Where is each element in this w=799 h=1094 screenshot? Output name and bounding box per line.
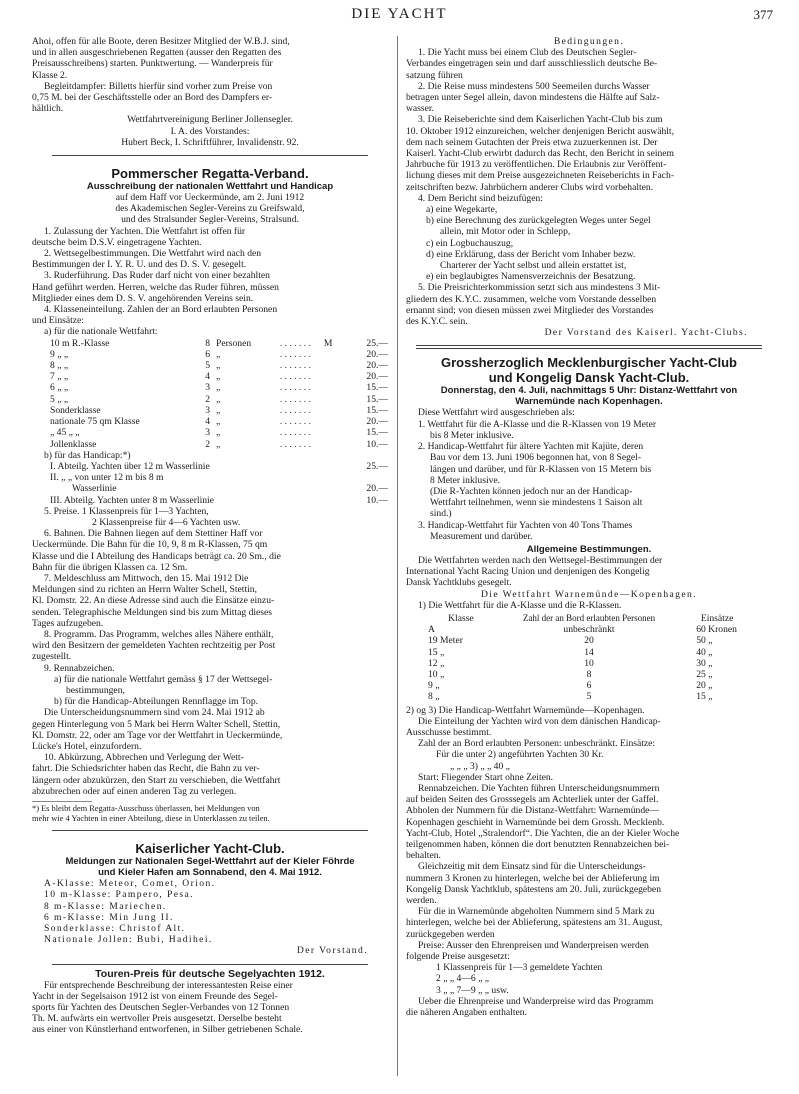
signature-line: I. A. des Vorstandes: (170, 125, 250, 137)
para-line: Ueckermünde. Die Bahn für die 10, 9, 8 m R-Klassen, 75 qm (32, 539, 268, 551)
para-line: Kl. Domstr. 22. An diese Adresse sind auch die Einsätze einzu- (32, 595, 275, 607)
table-row (32, 349, 388, 360)
para-line: 2 Klassenpreise für 4—6 Yachten usw. (92, 516, 241, 528)
section-subtitle: Allgemeine Bestimmungen. (526, 543, 652, 555)
entry-fee: 25 „ (696, 668, 713, 680)
persons-count: 10 (584, 657, 594, 669)
section-title: Touren-Preis für deutsche Segelyachten 1912. (95, 967, 325, 980)
persons-label: „ (215, 382, 221, 394)
section-rule (52, 830, 368, 831)
para-line: c) ein Logbuchauszug, (426, 237, 514, 249)
table-row (32, 483, 388, 494)
para-line: Meldungen sind zu richten an Herrn Walter Schell, Stettin, (32, 584, 257, 596)
persons-count: 3 (205, 427, 210, 439)
persons-count: 14 (584, 646, 594, 658)
class-name: 5 „ „ (50, 393, 69, 405)
para-line: Jahrbuche für 1913 zu veröffentlichen. Die Erlaubnis zur Veröffent- (406, 159, 667, 171)
persons-count: 6 (586, 680, 592, 692)
para-line: Für die in Warnemünde abgeholten Nummern sind 5 Mark zu (418, 906, 655, 918)
intro-line: Preisausschreibens) starten. Punktwertung. — Wanderpreis für (32, 58, 273, 70)
persons-count: 4 (205, 371, 210, 383)
table-header: Klasse (448, 612, 474, 624)
para-line: 2. Die Reise muss mindestens 500 Seemeilen durchs Wasser (418, 80, 650, 92)
page-number: 377 (753, 7, 773, 22)
handicap-division: I. Abteilg. Yachten über 12 m Wasserlinie (50, 460, 210, 472)
dot-leader: . . . . . . . (279, 438, 311, 450)
para-line: zurückgegeben werden (406, 928, 495, 940)
persons-count: 2 (205, 393, 210, 405)
entry-fee: 10.— (366, 438, 388, 450)
para-line: d) eine Erklärung, dass der Bericht vom Inhaber bezw. (426, 248, 636, 260)
class-name: 9 „ „ (50, 348, 69, 360)
entry-fee: 10.— (366, 494, 388, 506)
entry-fee: 20.— (366, 483, 388, 495)
para-line: des K.Y.C. sein. (406, 316, 468, 328)
para-line: satzung führen (406, 69, 463, 81)
table-row (406, 691, 772, 702)
publication-title: DIE YACHT (351, 6, 448, 22)
entry-fee: 20 „ (696, 680, 713, 692)
para-line: 1. Wettfahrt für die A-Klasse und die R-Klassen von 19 Meter (418, 418, 657, 430)
para-line: längen und darüber, und für R-Klassen von 15 Metern bis (430, 463, 652, 475)
para-line: Die Einteilung der Yachten wird von dem dänischen Handicap- (418, 715, 661, 727)
para-line: Mitglieder eines dem D. S. V. angehörenden Vereins sein. (32, 292, 254, 304)
para-line: zugestellt. (32, 651, 72, 663)
para-line: dem nach seinem Gutachten der Preis etwa zuzuerkennen ist. Der (406, 136, 658, 148)
table-header: Einsätze (700, 612, 734, 624)
table-row (406, 635, 772, 646)
persons-label: „ (215, 393, 221, 405)
footnote-line: mehr wie 4 Yachten in einer Abteilung, diese in Unterklassen zu teilen. (32, 813, 270, 823)
para-line: Kongelig Dansk Yachtklub, spätestens am 20. Juli, zurückgegeben (406, 883, 661, 895)
para-line: Th. M. aufwärts ein wertvoller Preis ausgesetzt. Derselbe besteht (32, 1013, 282, 1025)
dot-leader: . . . . . . . (279, 427, 311, 439)
persons-label: „ (215, 427, 221, 439)
handicap-table (32, 461, 388, 506)
signature-line: Der Vorstand des Kaiserl. Yacht-Clubs. (544, 327, 748, 339)
section-subtitle: Warnemünde nach Kopenhagen. (515, 396, 663, 408)
para-line: b) für die Handicap-Abteilungen Rennflagge im Top. (54, 696, 259, 708)
para-line: (Die R-Yachten können jedoch nur an der Handicap- (430, 485, 633, 497)
para-line: aus einer von Künstlerhand entworfenen, in Silber getriebenen Schale. (32, 1024, 303, 1036)
entry-fee: 50 „ (696, 635, 713, 647)
para-line: behalten. (406, 850, 441, 862)
para-line: 4. Dem Bericht sind beizufügen: (418, 192, 543, 204)
handicap-division: Wasserlinie (72, 483, 117, 495)
conditions-title: Bedingungen. (553, 36, 625, 47)
table-row (32, 472, 388, 483)
entry-fee: 25.— (366, 337, 388, 349)
persons-count: 8 (586, 668, 592, 680)
dot-leader: . . . . . . . (279, 360, 311, 372)
para-line: senden. Telegraphische Meldungen sind bis zum Mittag dieses (32, 606, 273, 618)
currency-label (324, 360, 345, 371)
persons-label: „ (215, 416, 221, 428)
entry-fee (345, 472, 388, 483)
left-column (32, 36, 388, 1036)
table-row (406, 647, 772, 658)
table-row (32, 394, 388, 405)
para-line: allein, mit Motor oder in Schlepp, (440, 226, 571, 238)
para-line: Dansk Yachtklubs gesegelt. (406, 577, 512, 589)
persons-label: Personen (215, 337, 252, 349)
signature-line: Wettfahrtvereinigung Berliner Jollensegler. (127, 114, 293, 126)
entry-line: A-Klasse: Meteor, Comet, Orion. (44, 878, 216, 890)
intro-line: Ahoi, offen für alle Boote, deren Besitzer Mitglied der W.B.J. sind, (32, 36, 290, 47)
para-line: Die Wettfahrt Warnemünde—Kopenhagen. (480, 588, 698, 600)
para-line: 1. Die Yacht muss bei einem Club des Deutschen Segler- (418, 47, 637, 59)
table-header: Zahl der an Bord erlaubten Personen (522, 612, 656, 623)
para-line: Kaiserl. Yacht-Club erwirbt dadurch das Recht, den Bericht in seinem (406, 148, 675, 160)
class-name: 10 „ (428, 668, 445, 680)
section-rule (52, 964, 368, 965)
footnote-line: *) Es bleibt dem Regatta-Ausschuss überlassen, bei Meldungen von (32, 804, 260, 813)
dot-leader: . . . . . . . (279, 371, 311, 383)
para-line: 5. Preise. 1 Klassenpreis für 1—3 Yachten, (44, 505, 209, 517)
begleit-line: Begleitdampfer: Billetts hierfür sind vorher zum Preise von (44, 80, 273, 92)
para-line: Zahl der an Bord erlaubten Personen: unbeschränkt. Einsätze: (418, 738, 656, 750)
entry-fee: 20.— (366, 348, 388, 360)
table-row (32, 427, 388, 438)
para-line: a) für die nationale Wettfahrt: (44, 326, 158, 338)
para-line: bestimmungen, (66, 684, 125, 696)
para-line: teilgenommen haben, können die dort benutzten Rennabzeichen bei- (406, 839, 670, 850)
para-line: 7. Meldeschluss am Mittwoch, den 15. Mai 1912 Die (44, 572, 249, 584)
class-name: 10 m R.-Klasse (50, 337, 110, 349)
para-line: 1. Zulassung der Yachten. Die Wettfahrt ist offen für (44, 225, 246, 237)
table-row (32, 461, 388, 472)
section-subtitle: Meldungen zur Nationalen Segel-Wettfahrt auf der Kieler Föhrde (65, 856, 355, 868)
section-title: Kaiserlicher Yacht-Club. (135, 841, 285, 857)
para-line: a) für die nationale Wettfahrt gemäss § 17 der Wettsegel- (54, 673, 273, 685)
begleit-line: 0,75 M. bei der Geschäftsstelle oder an Bord des Dampfers er- (32, 92, 273, 104)
entry-fee: 30 „ (696, 657, 713, 669)
table-row (406, 658, 772, 669)
entry-fee: 20.— (366, 360, 388, 372)
para-line: wasser. (406, 103, 434, 115)
persons-label: „ (215, 360, 221, 372)
section-rule (416, 345, 762, 349)
table-row (32, 360, 388, 371)
right-column (406, 36, 772, 1018)
entry-fee: 15.— (366, 382, 388, 394)
para-line: 1) Die Wettfahrt für die A-Klasse und die R-Klassen. (418, 599, 622, 611)
para-line: 4. Klasseneinteilung. Zahlen der an Bord erlaubten Personen (44, 304, 278, 316)
persons-count: 3 (205, 382, 210, 394)
intro-line: auf dem Haff vor Ueckermünde, am 2. Juni 1912 (115, 192, 305, 204)
para-line: auf beiden Seiten des Grosssegels am Achterliek unter der Gaffel. (406, 794, 659, 806)
entry-fee: 15.— (366, 427, 388, 439)
section-subtitle: und Kieler Hafen am Sonnabend, den 4. Mai 1912. (98, 867, 322, 879)
para-line: wird den Besitzern der gemeldeten Yachten rechtzeitig per Post (32, 640, 276, 652)
para-line: lichung dieses mit dem Preise ausgezeichneten Reiseberichts in Fach- (406, 170, 675, 182)
section-subtitle: Ausschreibung der nationalen Wettfahrt und Handicap (86, 181, 334, 193)
dot-leader: . . . . . . . (279, 404, 311, 416)
dot-leader: . . . . . . . (279, 393, 311, 405)
para-line: nummern 3 Kronen zu hinterlegen, welche bei der Ablieferung im (406, 872, 660, 884)
para-line: sind.) (430, 508, 452, 520)
para-line: Klasse und die I Abteilung des Handicaps beträgt ca. 20 Sm., die (32, 550, 281, 562)
section-rule (52, 155, 368, 156)
para-line: zeitschriften bezw. Jahrbüchern anderer Clubs wird vorbehalten. (406, 181, 654, 193)
para-line: Lücke's Hotel, einzufordern. (32, 740, 142, 752)
persons-count: 2 (205, 438, 210, 450)
persons-label: „ (215, 371, 221, 383)
dot-leader: . . . . . . . (279, 382, 311, 394)
para-line: 2 „ „ 4—6 „ „ (436, 973, 490, 985)
para-line: Kopenhagen geschieht in Warnemünde bei dem Grossh. Mecklenb. (406, 816, 665, 828)
para-line: Charterer der Yacht selbst und allein erstattet ist, (440, 260, 627, 272)
currency-label (324, 427, 345, 438)
persons-label: „ (215, 438, 221, 450)
column-divider (397, 36, 398, 1076)
handicap-division: II. „ „ von unter 12 m bis 8 m (50, 472, 164, 484)
signature-line: Hubert Beck, I. Schriftführer, Invalidenstr. 92. (121, 136, 299, 148)
currency-label: M (323, 337, 333, 349)
entry-line: Nationale Jollen: Bubi, Hadihei. (44, 934, 213, 946)
class-name: 6 „ „ (50, 382, 69, 394)
class-name: 8 „ (428, 691, 440, 703)
para-line: werden. (406, 895, 437, 907)
para-line: hinterlegen, welche bei der Ablieferung, spätestens am 31. August, (406, 917, 663, 929)
para-line: International Yacht Racing Union und denjenigen des Kongelig (406, 566, 650, 578)
class-name: 12 „ (428, 657, 445, 669)
para-line: 1 Klassenpreis für 1—3 gemeldete Yachten (436, 962, 603, 974)
page-header (0, 6, 799, 26)
entry-fee: 15.— (366, 393, 388, 405)
para-line: 3 „ „ 7—9 „ „ usw. (436, 984, 509, 996)
para-line: 3. Die Reiseberichte sind dem Kaiserlichen Yacht-Club bis zum (418, 114, 663, 126)
intro-line: des Akademischen Segler-Vereins zu Greifswald, (115, 203, 305, 215)
para-line: Abholen der Nummern für die Distanz-Wettfahrt: Warnemünde— (406, 805, 659, 817)
persons-count: 3 (205, 404, 210, 416)
para-line: Yacht-Club, Hotel „Stralendorf“. Die Yachten, die an der Kieler Woche (406, 827, 680, 839)
para-line: folgende Preise ausgesetzt: (406, 951, 510, 963)
para-line: Measurement und darüber. (430, 530, 533, 542)
para-line: sports für Yachten des Deutschen Segler-Verbandes von 12 Tonnen (32, 1002, 290, 1014)
para-line: Yacht in der Segelsaison 1912 ist von einem Freunde des Segel- (32, 990, 278, 1002)
begleit-line: hältlich. (32, 103, 64, 115)
entry-fee: 40 „ (696, 646, 713, 658)
table-row (32, 405, 388, 416)
para-line: b) eine Berechnung des zurückgelegten Weges unter Segel (426, 215, 651, 227)
para-line: ernannt sind; von diesen müssen zwei Mitglieder des Vorstandes (406, 304, 654, 316)
class-name: „ 45 „ „ (50, 427, 80, 439)
para-line: 10. Oktober 1912 einzureichen, welcher denjenigen Bericht auswählt, (406, 125, 674, 137)
class-name: Jollenklasse (50, 438, 97, 450)
para-line: Preise: Ausser den Ehrenpreisen und Wanderpreisen werden (418, 939, 649, 951)
para-line: Die Unterscheidungsnummern sind vom 24. Mai 1912 ab (44, 707, 265, 719)
section-title: und Kongelig Dansk Yacht-Club. (488, 370, 690, 386)
para-line: Tages aufzugeben. (32, 617, 104, 629)
para-line: betragen unter Segel allein, davon mindestens die Hälfte auf Salz- (406, 92, 660, 104)
section-title: Grossherzoglich Mecklenburgischer Yacht-Club (441, 355, 737, 371)
table-row (406, 680, 772, 691)
currency-label (324, 416, 345, 427)
currency-label (324, 371, 345, 382)
handicap-heading: b) für das Handicap:*) (44, 449, 131, 461)
para-line: längern oder abzukürzen, den Start zu verschieben, die Wettfahrt (32, 774, 281, 786)
entry-fee: 25.— (366, 460, 388, 472)
para-line: Hand geführt werden. Herren, welche das Ruder führen, müssen (32, 281, 279, 293)
para-line: gegen Hinterlegung von 5 Mark bei Herrn Walter Schell, Stettin, (32, 718, 281, 730)
para-line: Wettfahrt teilnehmen, wenn sie mindestens 1 Saison alt (430, 497, 643, 509)
persons-count: 5 (586, 691, 592, 703)
national-class-table (32, 338, 388, 450)
intro-line: und des Stralsunder Segler-Vereins, Stralsund. (121, 214, 299, 226)
class-name: 8 „ „ (50, 360, 69, 372)
entry-line: 8 m-Klasse: Mariechen. (44, 900, 167, 912)
persons-label: „ (215, 348, 221, 360)
para-line: Bestimmungen der I. Y. R. U. und des D. S. V. gesegelt. (32, 259, 247, 271)
currency-label (324, 382, 345, 393)
para-line: „ „ „ 3) „ „ 40 „ (450, 760, 510, 772)
section-title: Pommerscher Regatta-Verband. (111, 166, 309, 182)
para-line: Rennabzeichen. Die Yachten führen Unterscheidungsnummern (418, 782, 660, 794)
table-row (32, 338, 388, 349)
para-line: Verbandes eingetragen sein und darf ausschliesslich deutsche Be- (406, 58, 658, 70)
para-line: deutsche beim D.S.V. eingetragene Yachten. (32, 236, 202, 248)
para-line: a) eine Wegekarte, (426, 204, 498, 216)
para-line: 10. Abkürzung, Abbrechen und Verlegung der Wett- (44, 752, 244, 764)
table-row (32, 382, 388, 393)
para-line: 2. Handicap-Wettfahrt für ältere Yachten mit Kajüte, deren (418, 441, 644, 453)
para-line: Start: Fliegender Start ohne Zeiten. (418, 771, 554, 783)
currency-label (324, 439, 345, 450)
para-line: Die Wettfahrten werden nach den Wettsegel-Bestimmungen der (418, 554, 663, 566)
para-line: 3. Handicap-Wettfahrt für Yachten von 40 Tons Thames (418, 519, 633, 531)
currency-label (324, 394, 345, 405)
handicap-division: III. Abteilg. Yachten unter 8 m Wasserlinie (50, 494, 214, 506)
entry-fee: 20.— (366, 371, 388, 383)
persons-count: 5 (205, 360, 210, 372)
class-name: A (428, 624, 435, 636)
class-name: Sonderklasse (50, 404, 101, 416)
table-row (406, 624, 772, 635)
para-line: Gleichzeitig mit dem Einsatz sind für die Unterscheidungs- (418, 861, 646, 873)
table-row (32, 371, 388, 382)
para-line: bis 8 Meter inklusive. (430, 429, 514, 441)
para-line: Diese Wettfahrt wird ausgeschrieben als: (418, 407, 575, 419)
persons-count: unbeschränkt (563, 624, 615, 636)
class-entry-table (406, 613, 772, 703)
para-line: 2. Wettsegelbestimmungen. Die Wettfahrt wird nach den (44, 248, 262, 260)
intro-line: und in allen ausgeschriebenen Regatten (ausser den Regatten des (32, 47, 282, 59)
persons-count: 4 (205, 416, 210, 428)
para-line: die näheren Angaben enthalten. (406, 1007, 527, 1019)
para-line: 6. Bahnen. Die Bahnen liegen auf dem Stettiner Haff vor (44, 528, 263, 540)
section-subtitle: Donnerstag, den 4. Juli, nachmittags 5 Uhr: Distanz-Wettfahrt von (440, 385, 738, 397)
para-line: 5. Die Preisrichterkommission setzt sich aus mindestens 3 Mit- (418, 282, 661, 294)
entry-fee: 20.— (366, 416, 388, 428)
para-line: 2) og 3) Die Handicap-Wettfahrt Warnemünde—Kopenhagen. (406, 704, 645, 716)
footnote-rule (32, 801, 92, 802)
entry-fee: 15.— (366, 404, 388, 416)
dot-leader: . . . . . . . (279, 416, 311, 428)
entry-fee: 60 Kronen (696, 624, 737, 636)
para-line: gliedern des K.Y.C. zusammen, welche vom Vorstande desselben (406, 293, 657, 305)
entry-line: Sonderklasse: Christof Alt. (44, 923, 186, 934)
para-line: Für die unter 2) angeführten Yachten 30 Kr. (436, 749, 604, 761)
entry-line: 6 m-Klasse: Min Jung II. (44, 911, 174, 923)
para-line: abzubrechen oder auf einen anderen Tag zu verlegen. (32, 785, 237, 797)
class-name: 19 Meter (428, 635, 463, 647)
para-line: fahrt. Die Schiedsrichter haben das Recht, die Bahn zu ver- (32, 763, 260, 775)
persons-count: 6 (205, 348, 210, 360)
class-name: 7 „ „ (50, 371, 69, 383)
para-line: Ausschusse bestimmt. (406, 726, 492, 738)
signature-line: Der Vorstand. (296, 945, 368, 957)
para-line: 9. Rennabzeichen. (44, 662, 115, 674)
persons-label: „ (215, 404, 221, 416)
dot-leader: . . . . . . . (279, 348, 311, 360)
para-line: Kl. Domstr. 22, oder am Tage vor der Wettfahrt in Ueckermünde, (32, 729, 283, 741)
currency-label (324, 349, 345, 360)
para-line: 8 Meter inklusive. (430, 474, 501, 486)
class-name: 15 „ (428, 646, 445, 658)
dot-leader: . . . . . . . (279, 337, 311, 349)
entry-fee: 15 „ (696, 691, 713, 703)
para-line: Bahn für die übrigen Klassen ca. 12 Sm. (32, 561, 188, 573)
table-row (406, 669, 772, 680)
class-name: 9 „ (428, 680, 440, 692)
para-line: 3. Ruderführung. Das Ruder darf nicht von einer bezahlten (44, 270, 270, 282)
currency-label (324, 405, 345, 416)
para-line: Ueber die Ehrenpreise und Wanderpreise wird das Programm (418, 995, 654, 1007)
table-row (32, 495, 388, 506)
table-row (32, 439, 388, 450)
para-line: und Einsätze: (32, 315, 84, 327)
table-row (32, 416, 388, 427)
para-line: 8. Programm. Das Programm, welches alles Nähere enthält, (44, 628, 274, 640)
para-line: Bau vor dem 13. Juni 1906 begonnen hat, von 8 Segel- (430, 452, 642, 464)
class-name: nationale 75 qm Klasse (50, 416, 140, 428)
intro-line: Klasse 2. (32, 69, 68, 81)
para-line: e) ein beglaubigtes Namensverzeichnis der Besatzung. (426, 271, 636, 283)
persons-count: 20 (584, 635, 594, 647)
persons-count: 8 (205, 337, 210, 349)
para-line: Für entsprechende Beschreibung der interessantesten Reise einer (44, 979, 293, 991)
entry-line: 10 m-Klasse: Pampero, Pesa. (44, 889, 194, 901)
